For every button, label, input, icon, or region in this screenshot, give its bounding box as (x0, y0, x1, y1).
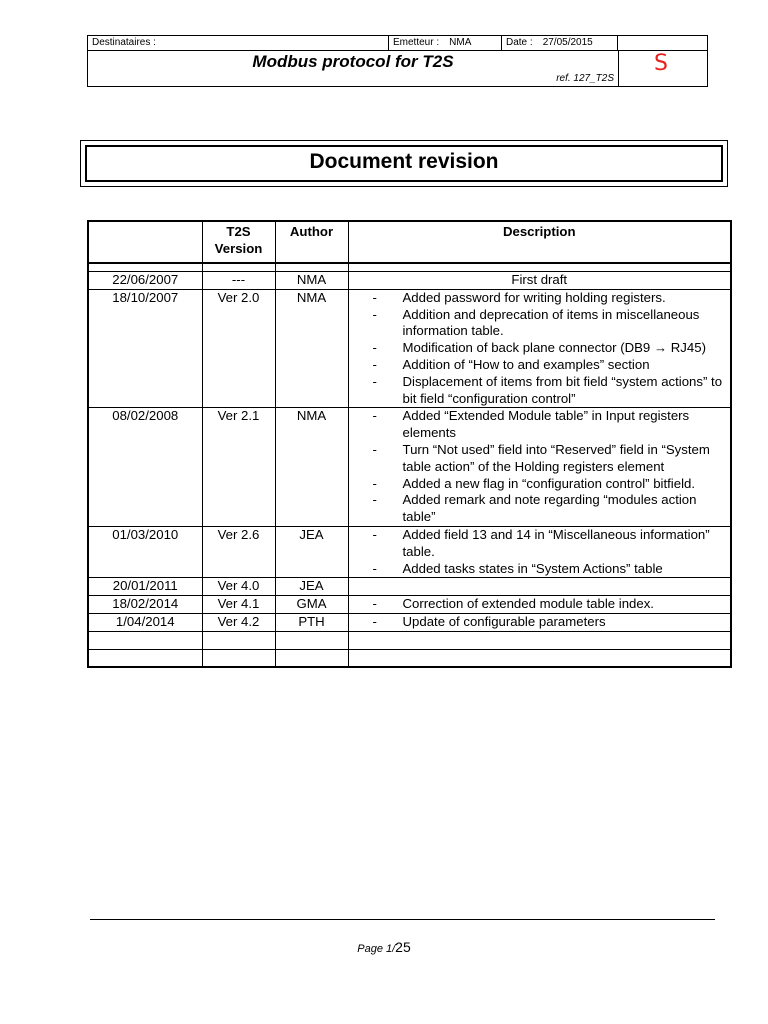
row-version: Ver 4.2 (202, 613, 275, 631)
document-header (87, 35, 708, 87)
row-description (348, 526, 731, 577)
header-version-col: T2S Version (202, 221, 275, 263)
row-version: Ver 2.0 (202, 289, 275, 408)
header-author-col: Author (275, 221, 348, 263)
table-row (88, 613, 731, 631)
list-item: - Added “Extended Module table” in Input registers elements (373, 408, 727, 442)
row-author: PTH (275, 613, 348, 631)
table-row (88, 526, 731, 577)
row-version: --- (202, 272, 275, 290)
row-date: 01/03/2010 (88, 526, 202, 577)
recipients-cell (88, 36, 389, 50)
header-title-cell (88, 50, 619, 86)
section-title-box (80, 140, 728, 187)
date-label: Date : (506, 37, 533, 48)
sender-cell (389, 36, 502, 50)
list-item: - Addition of “How to and examples” section (373, 357, 727, 374)
page-label: Page 1/ (357, 943, 396, 955)
header-date-col (88, 221, 202, 263)
row-author: NMA (275, 408, 348, 527)
row-date: 18/02/2014 (88, 596, 202, 614)
spacer-row (88, 263, 731, 272)
row-author: JEA (275, 578, 348, 596)
header-info-row (88, 36, 707, 51)
row-author: JEA (275, 526, 348, 577)
sender-value: NMA (449, 37, 472, 48)
list-item: - Added remark and note regarding “modules action table” (373, 492, 727, 526)
revision-table (87, 220, 732, 668)
date-cell (502, 36, 618, 50)
page-total: 25 (395, 939, 411, 955)
table-row (88, 578, 731, 596)
list-item: - Added tasks states in “System Actions” table (373, 561, 727, 578)
row-date: 18/10/2007 (88, 289, 202, 408)
sender-label: Emetteur : (393, 37, 440, 48)
list-item: - Update of configurable parameters (373, 614, 727, 631)
empty-row (88, 649, 731, 667)
document-ref: ref. 127_T2S (556, 73, 614, 84)
row-date: 22/06/2007 (88, 272, 202, 290)
row-author: NMA (275, 289, 348, 408)
list-item: - Added a new flag in “configuration control” bitfield. (373, 476, 727, 493)
row-version: Ver 2.1 (202, 408, 275, 527)
table-header-row (88, 221, 731, 263)
page-number (0, 939, 768, 955)
row-author: GMA (275, 596, 348, 614)
table-row (88, 408, 731, 527)
table-row (88, 596, 731, 614)
section-title: Document revision (85, 145, 723, 182)
list-item: - Turn “Not used” field into “Reserved” field in “System table action” of the Holding registers element (373, 442, 727, 476)
row-author: NMA (275, 272, 348, 290)
list-item: - Correction of extended module table index. (373, 596, 727, 613)
row-description (348, 596, 731, 614)
row-date: 1/04/2014 (88, 613, 202, 631)
row-version: Ver 2.6 (202, 526, 275, 577)
empty-row (88, 631, 731, 649)
footer-divider (90, 919, 715, 920)
recipients-label: Destinataires : (92, 37, 156, 48)
row-date: 20/01/2011 (88, 578, 202, 596)
row-description (348, 289, 731, 408)
row-description (348, 613, 731, 631)
list-item: - Displacement of items from bit field “system actions” to bit field “configuration control” (373, 374, 727, 408)
list-item: - Addition and deprecation of items in miscellaneous information table. (373, 307, 727, 341)
list-item: - Modification of back plane connector (DB9 → RJ45) (373, 340, 727, 357)
header-description-col: Description (348, 221, 731, 263)
list-item: - Added password for writing holding registers. (373, 290, 727, 307)
document-title: Modbus protocol for T2S (252, 52, 454, 71)
row-description (348, 578, 731, 596)
row-description: First draft (348, 272, 731, 290)
table-row (88, 272, 731, 290)
list-item: - Added field 13 and 14 in “Miscellaneous information” table. (373, 527, 727, 561)
row-description (348, 408, 731, 527)
table-row (88, 289, 731, 408)
company-logo: S (654, 51, 668, 76)
row-version: Ver 4.0 (202, 578, 275, 596)
row-date: 08/02/2008 (88, 408, 202, 527)
date-value: 27/05/2015 (542, 37, 593, 48)
row-version: Ver 4.1 (202, 596, 275, 614)
